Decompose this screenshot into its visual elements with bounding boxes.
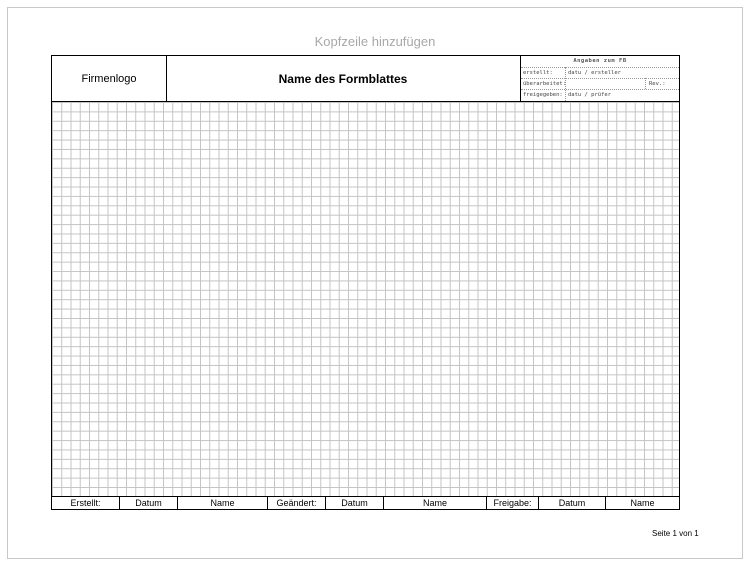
add-header-placeholder[interactable]: Kopfzeile hinzufügen <box>314 34 436 49</box>
info-label: überarbeitet: <box>523 81 567 87</box>
company-logo-cell[interactable]: Firmenlogo <box>52 56 167 101</box>
info-title: Angaben zum FB <box>573 58 627 64</box>
footer-signature-row <box>51 496 680 510</box>
info-label: freigegeben: <box>523 92 563 98</box>
footer-created-name[interactable]: Name <box>178 497 268 509</box>
info-value: datu / ersteller <box>568 70 621 76</box>
footer-changed-label: Geändert: <box>268 497 326 509</box>
footer-changed-date[interactable]: Datum <box>326 497 384 509</box>
form-title-cell[interactable]: Name des Formblattes <box>166 56 521 101</box>
footer-created-label: Erstellt: <box>52 497 120 509</box>
grid-area[interactable] <box>51 101 680 497</box>
footer-approval-date[interactable]: Datum <box>539 497 606 509</box>
footer-approval-label: Freigabe: <box>487 497 539 509</box>
footer-approval-name[interactable]: Name <box>630 498 655 508</box>
form-info-cell[interactable] <box>521 56 679 101</box>
info-row-approved <box>521 89 679 101</box>
info-label: erstellt: <box>523 70 553 76</box>
form-header <box>51 55 680 102</box>
footer-changed-name[interactable]: Name <box>384 497 487 509</box>
footer-created-date[interactable]: Datum <box>120 497 178 509</box>
page-number: Seite 1 von 1 <box>652 529 699 538</box>
info-value: datu / prüfer <box>568 92 612 98</box>
info-revision-label: Rev.: <box>649 81 666 87</box>
